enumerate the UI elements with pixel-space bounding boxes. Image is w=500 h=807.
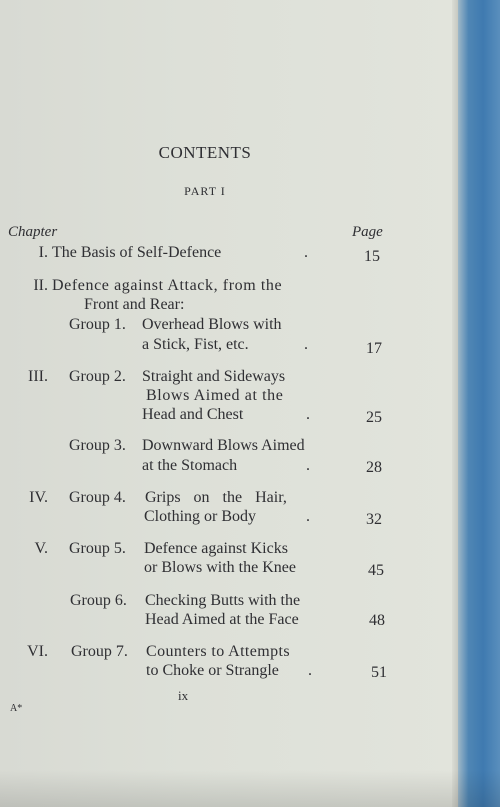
- page-number: 25: [366, 409, 382, 426]
- entry-title-line: a Stick, Fist, etc.: [142, 336, 249, 353]
- page-number: 17: [366, 340, 382, 357]
- entry-title-line: Blows Aimed at the: [146, 387, 284, 404]
- page-column-header: Page: [352, 224, 383, 240]
- leader-dot: .: [308, 662, 312, 679]
- entry-title-line: Straight and Sideways: [142, 368, 286, 385]
- entry-title-line: The Basis of Self-Defence: [52, 244, 222, 261]
- entry-title-line: Head Aimed at the Face: [145, 611, 299, 628]
- page-bottom-shadow: [0, 770, 500, 807]
- page-number: 32: [366, 511, 382, 528]
- leader-dot: .: [304, 336, 308, 353]
- entry-title-line: to Choke or Strangle: [146, 662, 279, 679]
- entry-title-line: Overhead Blows with: [142, 316, 282, 333]
- page-title: CONTENTS: [158, 143, 252, 162]
- chapter-number: I.: [38, 244, 48, 261]
- group-label: Group 4.: [69, 489, 126, 506]
- chapter-number: VI.: [27, 643, 48, 660]
- group-label: Group 7.: [71, 643, 128, 660]
- entry-title-line: Counters to Attempts: [146, 643, 290, 660]
- leader-dot: .: [304, 244, 308, 261]
- entry-title-line: Checking Butts with the: [145, 592, 301, 609]
- chapter-number: III.: [28, 368, 48, 385]
- entry-title-line: or Blows with the Knee: [144, 559, 296, 576]
- chapter-number: V.: [34, 540, 48, 557]
- leader-dot: .: [306, 406, 310, 423]
- part-heading: PART I: [184, 184, 226, 198]
- leader-dot: .: [306, 508, 310, 525]
- entry-title-line: Clothing or Body: [144, 508, 257, 525]
- group-label: Group 5.: [69, 540, 126, 557]
- chapter-column-header: Chapter: [8, 224, 58, 240]
- group-label: Group 6.: [70, 592, 127, 609]
- page-number: 15: [364, 248, 380, 265]
- entry-title-line: at the Stomach: [142, 457, 238, 474]
- entry-title-line: Downward Blows Aimed: [142, 437, 305, 454]
- book-cover-spine: [458, 0, 500, 807]
- group-label: Group 1.: [69, 316, 126, 333]
- chapter-number: IV.: [29, 489, 48, 506]
- group-label: Group 3.: [69, 437, 126, 454]
- group-label: Group 2.: [69, 368, 126, 385]
- entry-title-line: Defence against Kicks: [144, 540, 288, 557]
- leader-dot: .: [306, 457, 310, 474]
- entry-title-line: Head and Chest: [142, 406, 244, 423]
- entry-title-line: Front and Rear:: [84, 296, 185, 313]
- page-number: 45: [368, 562, 384, 579]
- signature-mark: A*: [10, 703, 23, 714]
- page-folio: ix: [178, 688, 189, 703]
- page-number: 28: [366, 459, 382, 476]
- entry-title-line: Grips on the Hair,: [145, 489, 287, 506]
- entry-title-line: Defence against Attack, from the: [52, 277, 283, 294]
- chapter-number: II.: [33, 277, 48, 294]
- page-number: 48: [369, 612, 385, 629]
- page-number: 51: [371, 664, 387, 681]
